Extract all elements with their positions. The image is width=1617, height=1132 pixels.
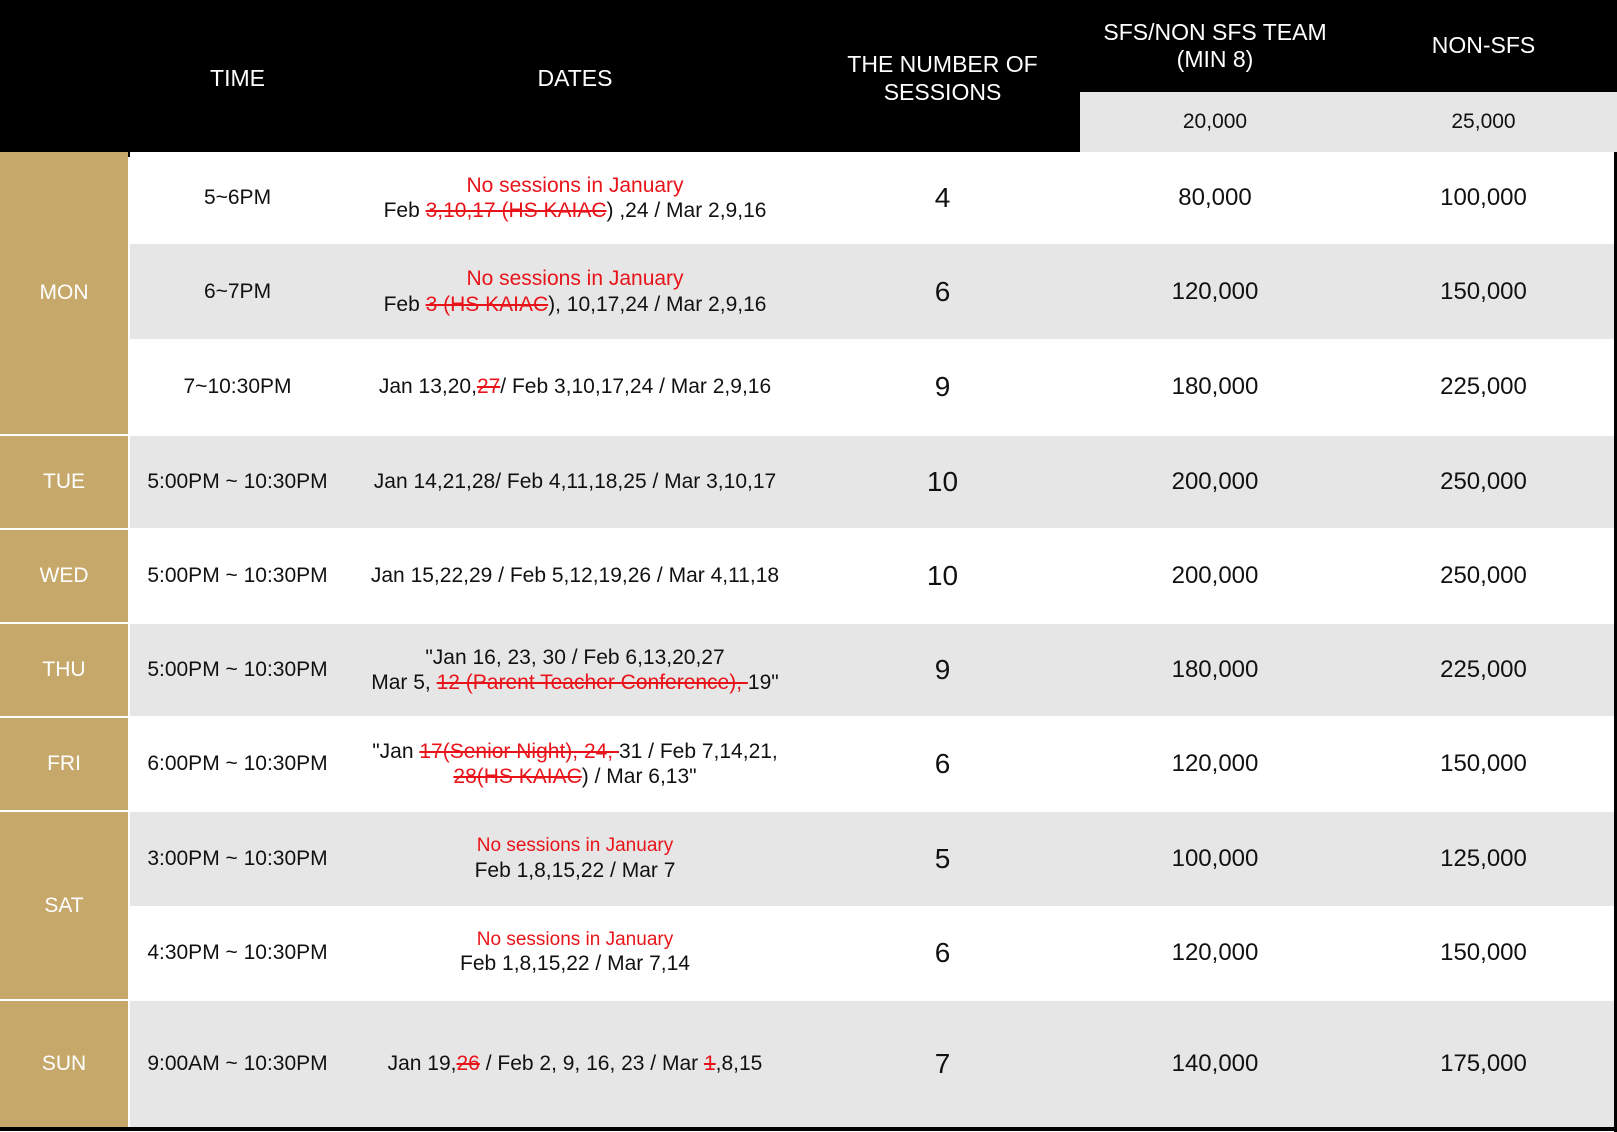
sessions-cell: 10 (926, 466, 959, 497)
dates-text: ) ,24 / Mar 2,9,16 (606, 199, 767, 222)
table-row (130, 152, 1617, 244)
cancelled-dates: 26 (456, 1052, 480, 1076)
table-bottom-border (0, 1127, 1617, 1131)
non-sfs-price-cell: 100,000 (1440, 184, 1527, 211)
day-label-fri: FRI (0, 718, 128, 810)
dates-line (388, 1051, 763, 1076)
day-label-tue: TUE (0, 436, 128, 528)
non-sfs-price-cell: 125,000 (1440, 845, 1527, 872)
table-row (130, 718, 1617, 810)
dates-text: Jan 19, (387, 1052, 457, 1076)
sfs-price-cell: 140,000 (1171, 1050, 1259, 1077)
time-cell: 3:00PM ~ 10:30PM (147, 847, 328, 870)
day-label-thu: THU (0, 624, 128, 716)
dates-cell (345, 436, 805, 528)
cancelled-dates: 17(Senior Night), 24, (419, 739, 619, 763)
non-sfs-price-cell: 225,000 (1440, 656, 1527, 683)
dates-cell (345, 244, 805, 339)
table-row (130, 244, 1617, 339)
table-row (130, 1001, 1617, 1127)
no-january-note: No sessions in January (476, 835, 674, 856)
dates-line: Jan 14,21,28/ Feb 4,11,18,25 / Mar 3,10,17 (373, 470, 777, 494)
header-sessions-line2: SESSIONS (883, 78, 1002, 105)
cancelled-dates: 3 (HS KAIAC (425, 292, 549, 316)
dates-cell (345, 1001, 805, 1127)
sfs-price-cell: 120,000 (1171, 277, 1259, 305)
dates-line: Feb 1,8,15,22 / Mar 7 (474, 858, 676, 882)
dates-line (372, 739, 778, 764)
sfs-price-cell: 180,000 (1171, 372, 1259, 400)
dates-line (371, 670, 778, 695)
dates-text: Mar 5, (371, 671, 437, 694)
non-sfs-price-cell: 150,000 (1440, 277, 1527, 305)
sfs-price-cell: 200,000 (1171, 468, 1259, 495)
dates-text: ) / Mar 6,13" (581, 765, 697, 788)
time-cell: 5:00PM ~ 10:30PM (147, 470, 328, 493)
header-sessions (805, 0, 1080, 157)
time-cell: 9:00AM ~ 10:30PM (147, 1052, 328, 1075)
dates-line: Feb 1,8,15,22 / Mar 7,14 (460, 952, 690, 976)
header-dates: DATES (537, 64, 613, 91)
sfs-price-cell: 120,000 (1171, 750, 1259, 777)
sfs-price-cell: 120,000 (1171, 938, 1259, 966)
cancelled-dates: 27 (476, 374, 501, 398)
day-label-wed: WED (0, 530, 128, 622)
day-label-sat: SAT (0, 812, 128, 999)
time-cell: 5~6PM (203, 186, 272, 209)
sessions-cell: 9 (934, 370, 951, 402)
time-cell: 6:00PM ~ 10:30PM (147, 752, 328, 775)
sessions-cell: 7 (934, 1048, 951, 1079)
dates-cell (345, 530, 805, 622)
dates-line (453, 764, 696, 789)
sessions-cell: 6 (934, 748, 951, 779)
table-row (130, 436, 1617, 528)
time-cell: 6~7PM (203, 279, 272, 303)
header-time: TIME (210, 64, 265, 91)
header-sfs-team (1080, 0, 1350, 92)
cancelled-dates: 3,10,17 (HS KAIAC (425, 199, 607, 222)
non-sfs-price-cell: 175,000 (1440, 1050, 1527, 1077)
non-sfs-price-cell: 250,000 (1440, 562, 1527, 589)
time-cell: 7~10:30PM (183, 374, 292, 398)
dates-line: "Jan 16, 23, 30 / Feb 6,13,20,27 (425, 645, 725, 669)
time-cell: 5:00PM ~ 10:30PM (147, 658, 328, 681)
dates-text: 31 / Feb 7,14,21, (618, 739, 778, 763)
dates-line (384, 198, 767, 223)
dates-line (379, 374, 771, 399)
sessions-cell: 5 (934, 843, 951, 874)
non-sfs-price-cell: 225,000 (1440, 372, 1527, 400)
dates-text: ,8,15 (715, 1052, 763, 1076)
dates-text: ), 10,17,24 / Mar 2,9,16 (548, 292, 767, 316)
table-row (130, 906, 1617, 999)
cancelled-dates: 12 (Parent Teacher Conference), (436, 671, 748, 694)
dates-text: Feb (383, 292, 426, 316)
dates-text: Jan 13,20, (378, 374, 477, 398)
non-sfs-unit-price: 25,000 (1451, 109, 1516, 133)
day-label-sun: SUN (0, 1001, 128, 1127)
cancelled-dates: 1 (703, 1052, 716, 1076)
non-sfs-price-cell: 250,000 (1440, 468, 1527, 495)
dates-cell (345, 812, 805, 906)
header-sfs-line1: SFS/NON SFS TEAM (1103, 18, 1327, 45)
dates-cell (345, 152, 805, 244)
sfs-price-cell: 80,000 (1178, 184, 1252, 211)
no-january-note: No sessions in January (466, 267, 684, 291)
no-january-note: No sessions in January (466, 173, 684, 197)
day-label-mon: MON (0, 152, 128, 434)
table-row (130, 530, 1617, 622)
sfs-unit-price: 20,000 (1182, 109, 1248, 133)
time-cell: 4:30PM ~ 10:30PM (147, 940, 328, 964)
sfs-price-cell: 100,000 (1171, 845, 1259, 872)
dates-cell (345, 906, 805, 999)
sessions-cell: 6 (934, 936, 951, 968)
time-cell: 5:00PM ~ 10:30PM (147, 564, 328, 587)
header-non-sfs: NON-SFS (1431, 32, 1536, 59)
dates-text: "Jan (372, 739, 420, 763)
dates-line: Jan 15,22,29 / Feb 5,12,19,26 / Mar 4,11,18 (370, 564, 780, 588)
dates-cell (345, 339, 805, 434)
dates-text: 19" (747, 671, 779, 694)
dates-text: / Feb 3,10,17,24 / Mar 2,9,16 (500, 374, 772, 398)
sessions-cell: 4 (934, 182, 951, 213)
non-sfs-price-cell: 150,000 (1440, 938, 1527, 966)
dates-text: / Feb 2, 9, 16, 23 / Mar (479, 1052, 704, 1076)
dates-cell (345, 624, 805, 716)
dates-cell (345, 718, 805, 810)
dates-line (384, 292, 767, 317)
dates-text: Feb (383, 199, 426, 222)
sfs-price-cell: 180,000 (1171, 656, 1259, 683)
table-row (130, 339, 1617, 434)
table-row (130, 812, 1617, 906)
sessions-cell: 6 (934, 275, 951, 307)
non-sfs-price-cell: 150,000 (1440, 750, 1527, 777)
no-january-note: No sessions in January (476, 928, 674, 950)
cancelled-dates: 28(HS KAIAC (453, 765, 582, 788)
header-sessions-line1: THE NUMBER OF (847, 51, 1038, 78)
table-row (130, 624, 1617, 716)
header-sfs-line2: (MIN 8) (1176, 46, 1254, 72)
sfs-price-cell: 200,000 (1171, 562, 1259, 589)
sessions-cell: 9 (934, 654, 951, 685)
sessions-cell: 10 (926, 560, 959, 591)
